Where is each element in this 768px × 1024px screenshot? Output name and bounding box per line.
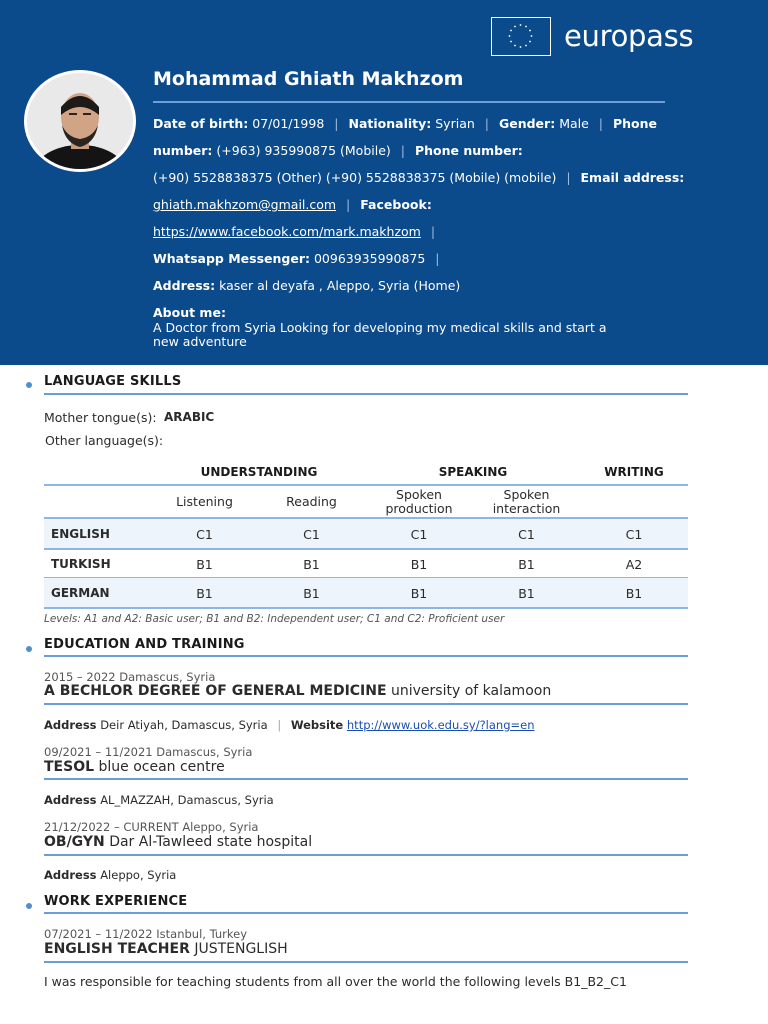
address-value: Deir Atiyah, Damascus, Syria (100, 718, 268, 732)
about-label: About me: (153, 305, 226, 320)
entry-date: 2015 – 2022 Damascus, Syria (44, 670, 216, 684)
cv-header (0, 0, 768, 365)
section-title-education: EDUCATION AND TRAINING (44, 637, 245, 652)
language-name: GERMAN (51, 586, 110, 600)
address-value: kaser al deyafa , Aleppo, Syria (Home) (219, 278, 461, 293)
entry-title-bold: OB/GYN (44, 834, 105, 850)
entry-date: 09/2021 – 11/2021 Damascus, Syria (44, 745, 253, 759)
facebook-label: Facebook: (360, 197, 432, 212)
whatsapp-value[interactable]: 00963935990875 (313, 251, 426, 266)
nationality-label: Nationality: (348, 116, 432, 131)
sub-spoken-production-line1: Spoken (396, 487, 442, 502)
info-line-6 (153, 251, 673, 266)
table-row (44, 578, 688, 608)
level-interaction: B1 (518, 586, 535, 601)
table-rule (44, 484, 688, 486)
level-production: C1 (410, 527, 428, 542)
entry-title-bold: TESOL (44, 759, 95, 775)
head-understanding: UNDERSTANDING (200, 465, 318, 479)
eu-flag-icon (491, 17, 551, 56)
entry-title-rest: JUSTENGLISH (194, 941, 288, 957)
language-table (44, 464, 688, 610)
level-listening: B1 (196, 557, 213, 572)
gender-label: Gender: (498, 116, 556, 131)
entry-title (44, 683, 551, 699)
about-text: A Doctor from Syria Looking for developing my medical skills and start a new adventure (153, 320, 607, 349)
address-value: Aleppo, Syria (100, 868, 177, 882)
phone-value-mobile[interactable]: (+963) 935990875 (Mobile) (216, 143, 391, 158)
dob-label: Date of birth: (153, 116, 249, 131)
section-rule (44, 655, 688, 657)
phone-label-cont: number: (153, 143, 213, 158)
level-production: B1 (410, 557, 428, 572)
separator: | (566, 170, 571, 185)
nationality-value: Syrian (435, 116, 475, 131)
separator: | (400, 143, 405, 158)
europass-logo[interactable] (491, 17, 693, 56)
sub-spoken-interaction-line1: Spoken (503, 487, 550, 502)
entry-title (44, 759, 225, 775)
entry-title-bold: A BECHLOR DEGREE OF GENERAL MEDICINE (44, 683, 387, 699)
facebook-link[interactable]: https://www.facebook.com/mark.makhzom (153, 224, 421, 239)
level-production: B1 (410, 586, 428, 601)
mother-tongue-label: Mother tongue(s): (44, 410, 157, 425)
info-line-4 (153, 197, 673, 212)
entry-title-bold: ENGLISH TEACHER (44, 941, 190, 957)
entry-address (44, 718, 535, 732)
address-label: Address (44, 868, 97, 882)
gender-value: Male (559, 116, 589, 131)
language-name: ENGLISH (51, 527, 110, 541)
info-line-7 (153, 278, 673, 293)
separator: | (346, 197, 351, 212)
separator: | (598, 116, 603, 131)
dob-value: 07/01/1998 (252, 116, 325, 131)
level-writing: B1 (625, 586, 643, 601)
head-writing: WRITING (604, 465, 664, 479)
section-rule (44, 393, 688, 395)
entry-title (44, 834, 312, 850)
name-divider (153, 101, 665, 103)
phone-value-other[interactable]: (+90) 5528838375 (Other) (+90) 5528838375 (Mobile) (mobile) (153, 170, 557, 185)
mother-tongue-value: ARABIC (164, 410, 215, 424)
phone-label: Phone (612, 116, 658, 131)
separator: | (277, 718, 282, 732)
other-languages-label: Other language(s): (45, 433, 164, 448)
level-listening: B1 (196, 586, 213, 601)
sub-spoken-interaction (473, 488, 580, 516)
section-bullet (26, 646, 32, 652)
level-reading: B1 (303, 586, 320, 601)
table-row (44, 519, 688, 549)
address-label: Address (44, 793, 97, 807)
website-link[interactable]: http://www.uok.edu.sy/?lang=en (346, 718, 535, 732)
entry-title-rest: university of kalamoon (391, 683, 552, 699)
sub-spoken-production-line2: production (385, 501, 453, 516)
level-interaction: C1 (518, 527, 535, 542)
head-speaking: SPEAKING (438, 465, 508, 479)
section-rule (44, 912, 688, 914)
separator: | (484, 116, 489, 131)
entry-date: 21/12/2022 – CURRENT Aleppo, Syria (44, 820, 259, 834)
info-line-1 (153, 116, 673, 131)
level-interaction: B1 (518, 557, 535, 572)
profile-photo (24, 70, 136, 172)
sub-spoken-production (365, 488, 473, 516)
sub-listening: Listening (176, 494, 233, 509)
email-label: Email address: (580, 170, 685, 185)
website-label: Website (290, 718, 344, 732)
section-bullet (26, 382, 32, 388)
entry-date: 07/2021 – 11/2022 Istanbul, Turkey (44, 927, 248, 941)
entry-title-rest: Dar Al-Tawleed state hospital (109, 834, 313, 850)
entry-rule (44, 854, 688, 856)
entry-rule (44, 961, 688, 963)
level-reading: C1 (303, 527, 320, 542)
entry-rule (44, 778, 688, 780)
section-bullet (26, 903, 32, 909)
language-name: TURKISH (51, 557, 111, 571)
level-reading: B1 (303, 557, 320, 572)
entry-title (44, 941, 288, 957)
avatar (27, 73, 133, 169)
address-value: AL_MAZZAH, Damascus, Syria (100, 793, 274, 807)
person-name: Mohammad Ghiath Makhzom (153, 68, 464, 90)
table-rule (44, 607, 688, 609)
phone-label-2: Phone number: (414, 143, 523, 158)
level-listening: C1 (196, 527, 213, 542)
info-line-3 (153, 170, 685, 185)
levels-note: Levels: A1 and A2: Basic user; B1 and B2: Independent user; C1 and C2: Proficient user (44, 613, 505, 625)
address-label: Address (44, 718, 97, 732)
info-line-5 (153, 224, 673, 239)
level-writing: C1 (625, 527, 643, 542)
level-writing: A2 (625, 557, 643, 572)
entry-title-rest: blue ocean centre (98, 759, 225, 775)
section-title-language-skills: LANGUAGE SKILLS (44, 374, 182, 389)
info-line-2 (153, 143, 673, 158)
separator: | (430, 224, 436, 239)
whatsapp-label: Whatsapp Messenger: (153, 251, 310, 266)
separator: | (435, 251, 440, 266)
entry-description: I was responsible for teaching students from all over the world the following levels B1_B2_C1 (44, 974, 627, 989)
about-me (153, 306, 633, 349)
email-link[interactable]: ghiath.makhzom@gmail.com (153, 197, 337, 212)
sub-reading: Reading (286, 494, 337, 509)
address-label: Address: (153, 278, 216, 293)
section-title-work-experience: WORK EXPERIENCE (44, 894, 188, 909)
table-row (44, 549, 688, 579)
entry-address (44, 793, 274, 807)
sub-spoken-interaction-line2: interaction (492, 501, 561, 516)
entry-rule (44, 703, 688, 705)
separator: | (334, 116, 339, 131)
europass-wordmark: europass (564, 19, 694, 53)
entry-address (44, 868, 176, 882)
